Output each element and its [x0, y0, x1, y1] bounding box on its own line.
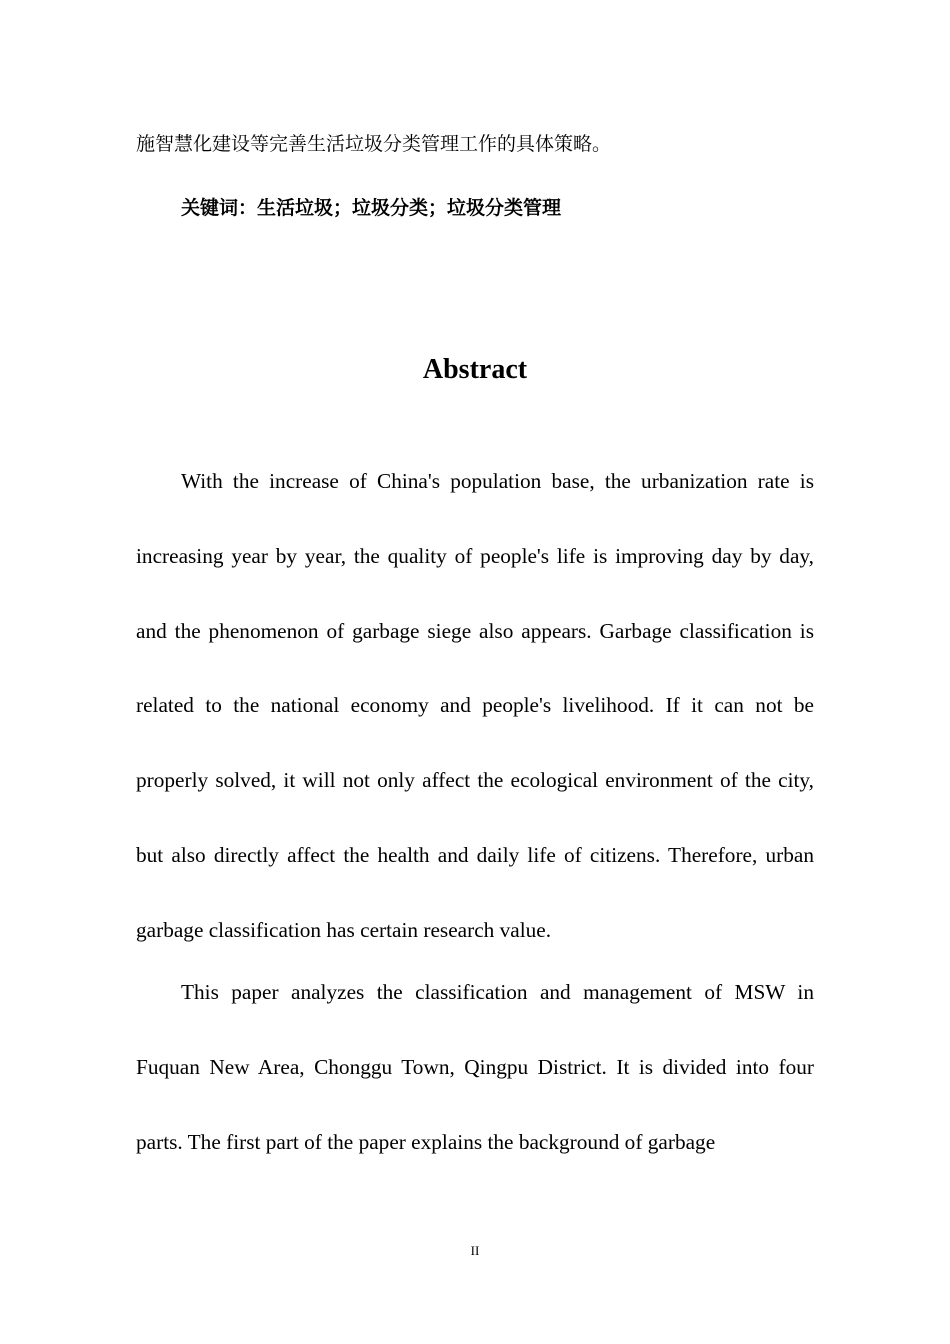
- abstract-paragraph-2: This paper analyzes the classification and management of MSW in Fuquan New Area, Chonggu Town, Qingpu District. It is divided into four parts. The first part of the paper explains the background of garbage: [136, 980, 814, 1154]
- abstract-paragraph-1: With the increase of China's population base, the urbanization rate is increasing year by year, the quality of people's life is improving day by day, and the phenomenon of garbage siege also appears. Garbage classification is related to the national economy and people's livelihood. If it can not be properly solved, it will not only affect the ecological environment of the city, but also directly affect the health and daily life of citizens. Therefore, urban garbage classification has certain research value.: [136, 469, 814, 942]
- chinese-keywords: 关键词：生活垃圾；垃圾分类；垃圾分类管理: [181, 197, 562, 219]
- abstract-heading: Abstract: [422, 354, 528, 385]
- page-number: II: [470, 1243, 480, 1258]
- chinese-abstract-ending: 施智慧化建设等完善生活垃圾分类管理工作的具体策略。: [136, 133, 612, 155]
